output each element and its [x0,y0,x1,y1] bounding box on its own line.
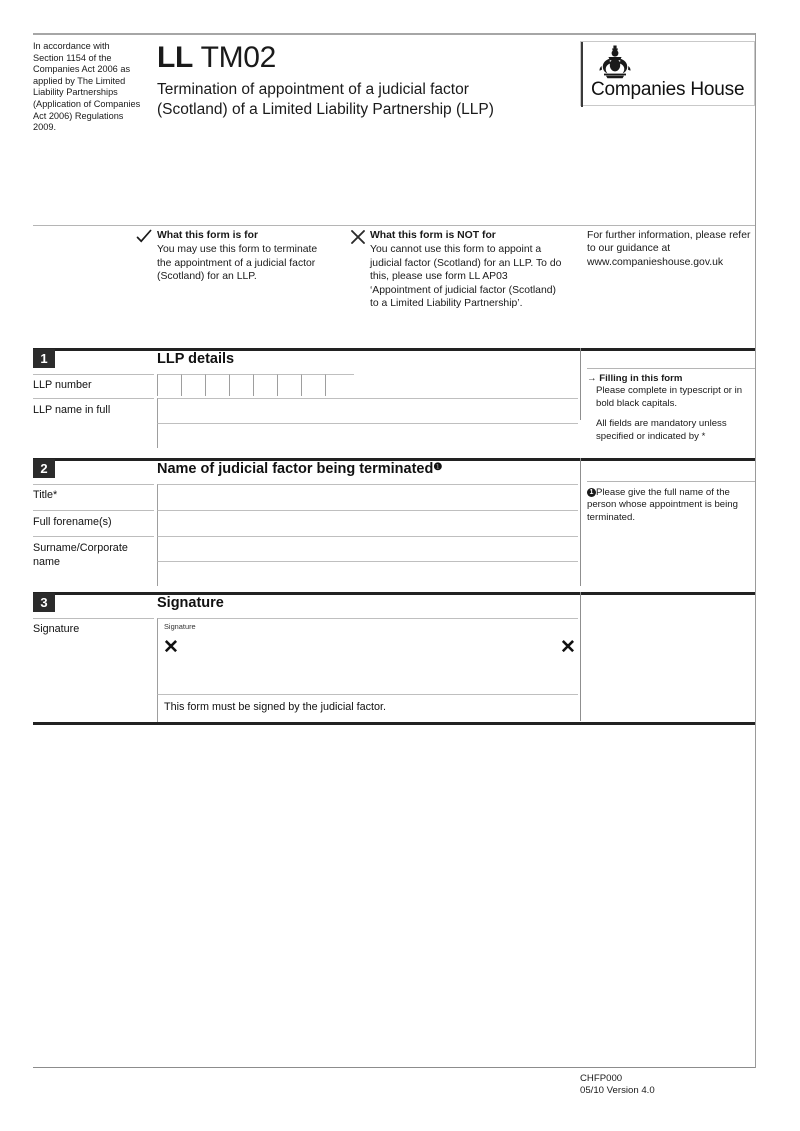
llp-number-char-6[interactable] [277,374,301,396]
llp-number-char-5[interactable] [253,374,277,396]
note-1-body-2: All fields are mandatory unless specified or indicated by * [596,418,727,442]
note-1-body: Please complete in typescript or in bold black capitals. [596,385,743,409]
llp-name-input-line-2[interactable] [157,423,578,448]
surname-field-label: Surname/Corporate name [33,542,128,568]
note-1-rule [587,368,755,369]
signature-caption: Signature [164,622,196,631]
note-filling-in-this-form [587,373,755,443]
logo-accent-bar [581,42,583,107]
note-2-body: Please give the full name of the person whose appointment is being terminated. [587,487,738,523]
check-icon [136,229,152,245]
sidebar-divider-3 [580,592,581,721]
section-3-bottom-rule [33,722,755,725]
guidance-for-body: You may use this form to terminate the appointment of a judicial factor (Scotland) for an LLP. [157,244,318,283]
signature-input-box[interactable] [157,618,578,694]
footer-version: 05/10 Version 4.0 [580,1085,655,1096]
title-field-label: Title* [33,489,58,501]
section-2-badge: 2 [33,459,55,478]
top-rule [33,33,755,35]
title-label-rule [33,484,154,485]
signature-mark-left: ✕ [163,637,179,658]
cross-icon [350,229,366,245]
footer-code: CHFP000 [580,1073,623,1084]
llp-number-char-3[interactable] [205,374,229,396]
title-input[interactable] [157,484,578,510]
surname-input-line-2[interactable] [157,561,578,586]
form-code [157,40,557,76]
signature-field-label: Signature [33,623,80,635]
llp-number-char-4[interactable] [229,374,253,396]
sidebar-divider-1 [580,348,581,420]
signature-mark-right: ✕ [560,637,576,658]
page-right-border [755,33,756,1068]
section-2-footnote-marker: ❶ [433,462,443,473]
signature-label-rule [33,618,154,619]
llp-number-char-2[interactable] [181,374,205,396]
section-1-badge: 1 [33,349,55,368]
guidance-form-is-not-for [370,229,565,310]
arrow-icon: → [587,373,597,384]
llp-number-label: LLP number [33,379,92,391]
section-2-title [157,461,442,477]
llp-number-label-rule [33,374,154,375]
form-code-prefix: LL [157,41,194,74]
companies-house-logo [580,41,755,106]
guidance-not-for-body: You cannot use this form to appoint a judicial factor (Scotland) for an LLP. To do this, please use form LL AP03 ‘Appointment of judicial factor (Scotland) to a Limited Liability Partnership’. [370,244,562,310]
guidance-for-heading: What this form is for [157,230,259,241]
footnote-bullet-1: 1 [587,488,596,497]
section-3-rule [33,592,755,595]
section-1-rule [33,348,755,351]
forenames-input[interactable] [157,510,578,536]
section-1-title: LLP details [157,351,235,367]
guidance-form-is-for [157,229,332,284]
form-title-line1: Termination of appointment of a judicial factor [157,81,469,98]
section-3-title: Signature [157,595,224,611]
guidance-not-for-heading: What this form is NOT for [370,230,496,241]
llp-number-char-8[interactable] [325,374,354,396]
title-block [157,40,557,120]
note-1-heading: Filling in this form [599,373,683,384]
guidance-further-information: For further information, please refer to our guidance at www.companieshouse.gov.uk [587,230,751,268]
forenames-field-label: Full forename(s) [33,516,112,528]
note-2-rule [587,481,755,482]
surname-input-line-1[interactable] [157,536,578,561]
royal-coat-of-arms-icon [595,45,635,79]
surname-label-rule [33,536,154,537]
section-2-title-text: Name of judicial factor being terminated [157,461,434,477]
footer-rule [33,1067,755,1068]
note-full-name [587,487,755,524]
logo-text: Companies House [591,79,745,100]
llp-name-label-rule [33,398,154,399]
llp-number-char-1[interactable] [157,374,181,396]
section-3-badge: 3 [33,593,55,612]
form-code-suffix: TM02 [200,41,277,74]
llp-name-input-line-1[interactable] [157,398,578,423]
sidebar-divider-2 [580,458,581,586]
form-title-line2: (Scotland) of a Limited Liability Partnership (LLP) [157,101,494,118]
footer [580,1073,655,1097]
signature-statement: This form must be signed by the judicial factor. [164,701,387,713]
guidance-rule [33,225,755,226]
accordance-note: In accordance with Section 1154 of the Companies Act 2006 as applied by The Limited Liability Partnerships (Application of Companies Act 2006) Regulations 2009. [33,41,141,133]
llp-name-label: LLP name in full [33,404,111,416]
forenames-label-rule [33,510,154,511]
llp-number-char-7[interactable] [301,374,325,396]
